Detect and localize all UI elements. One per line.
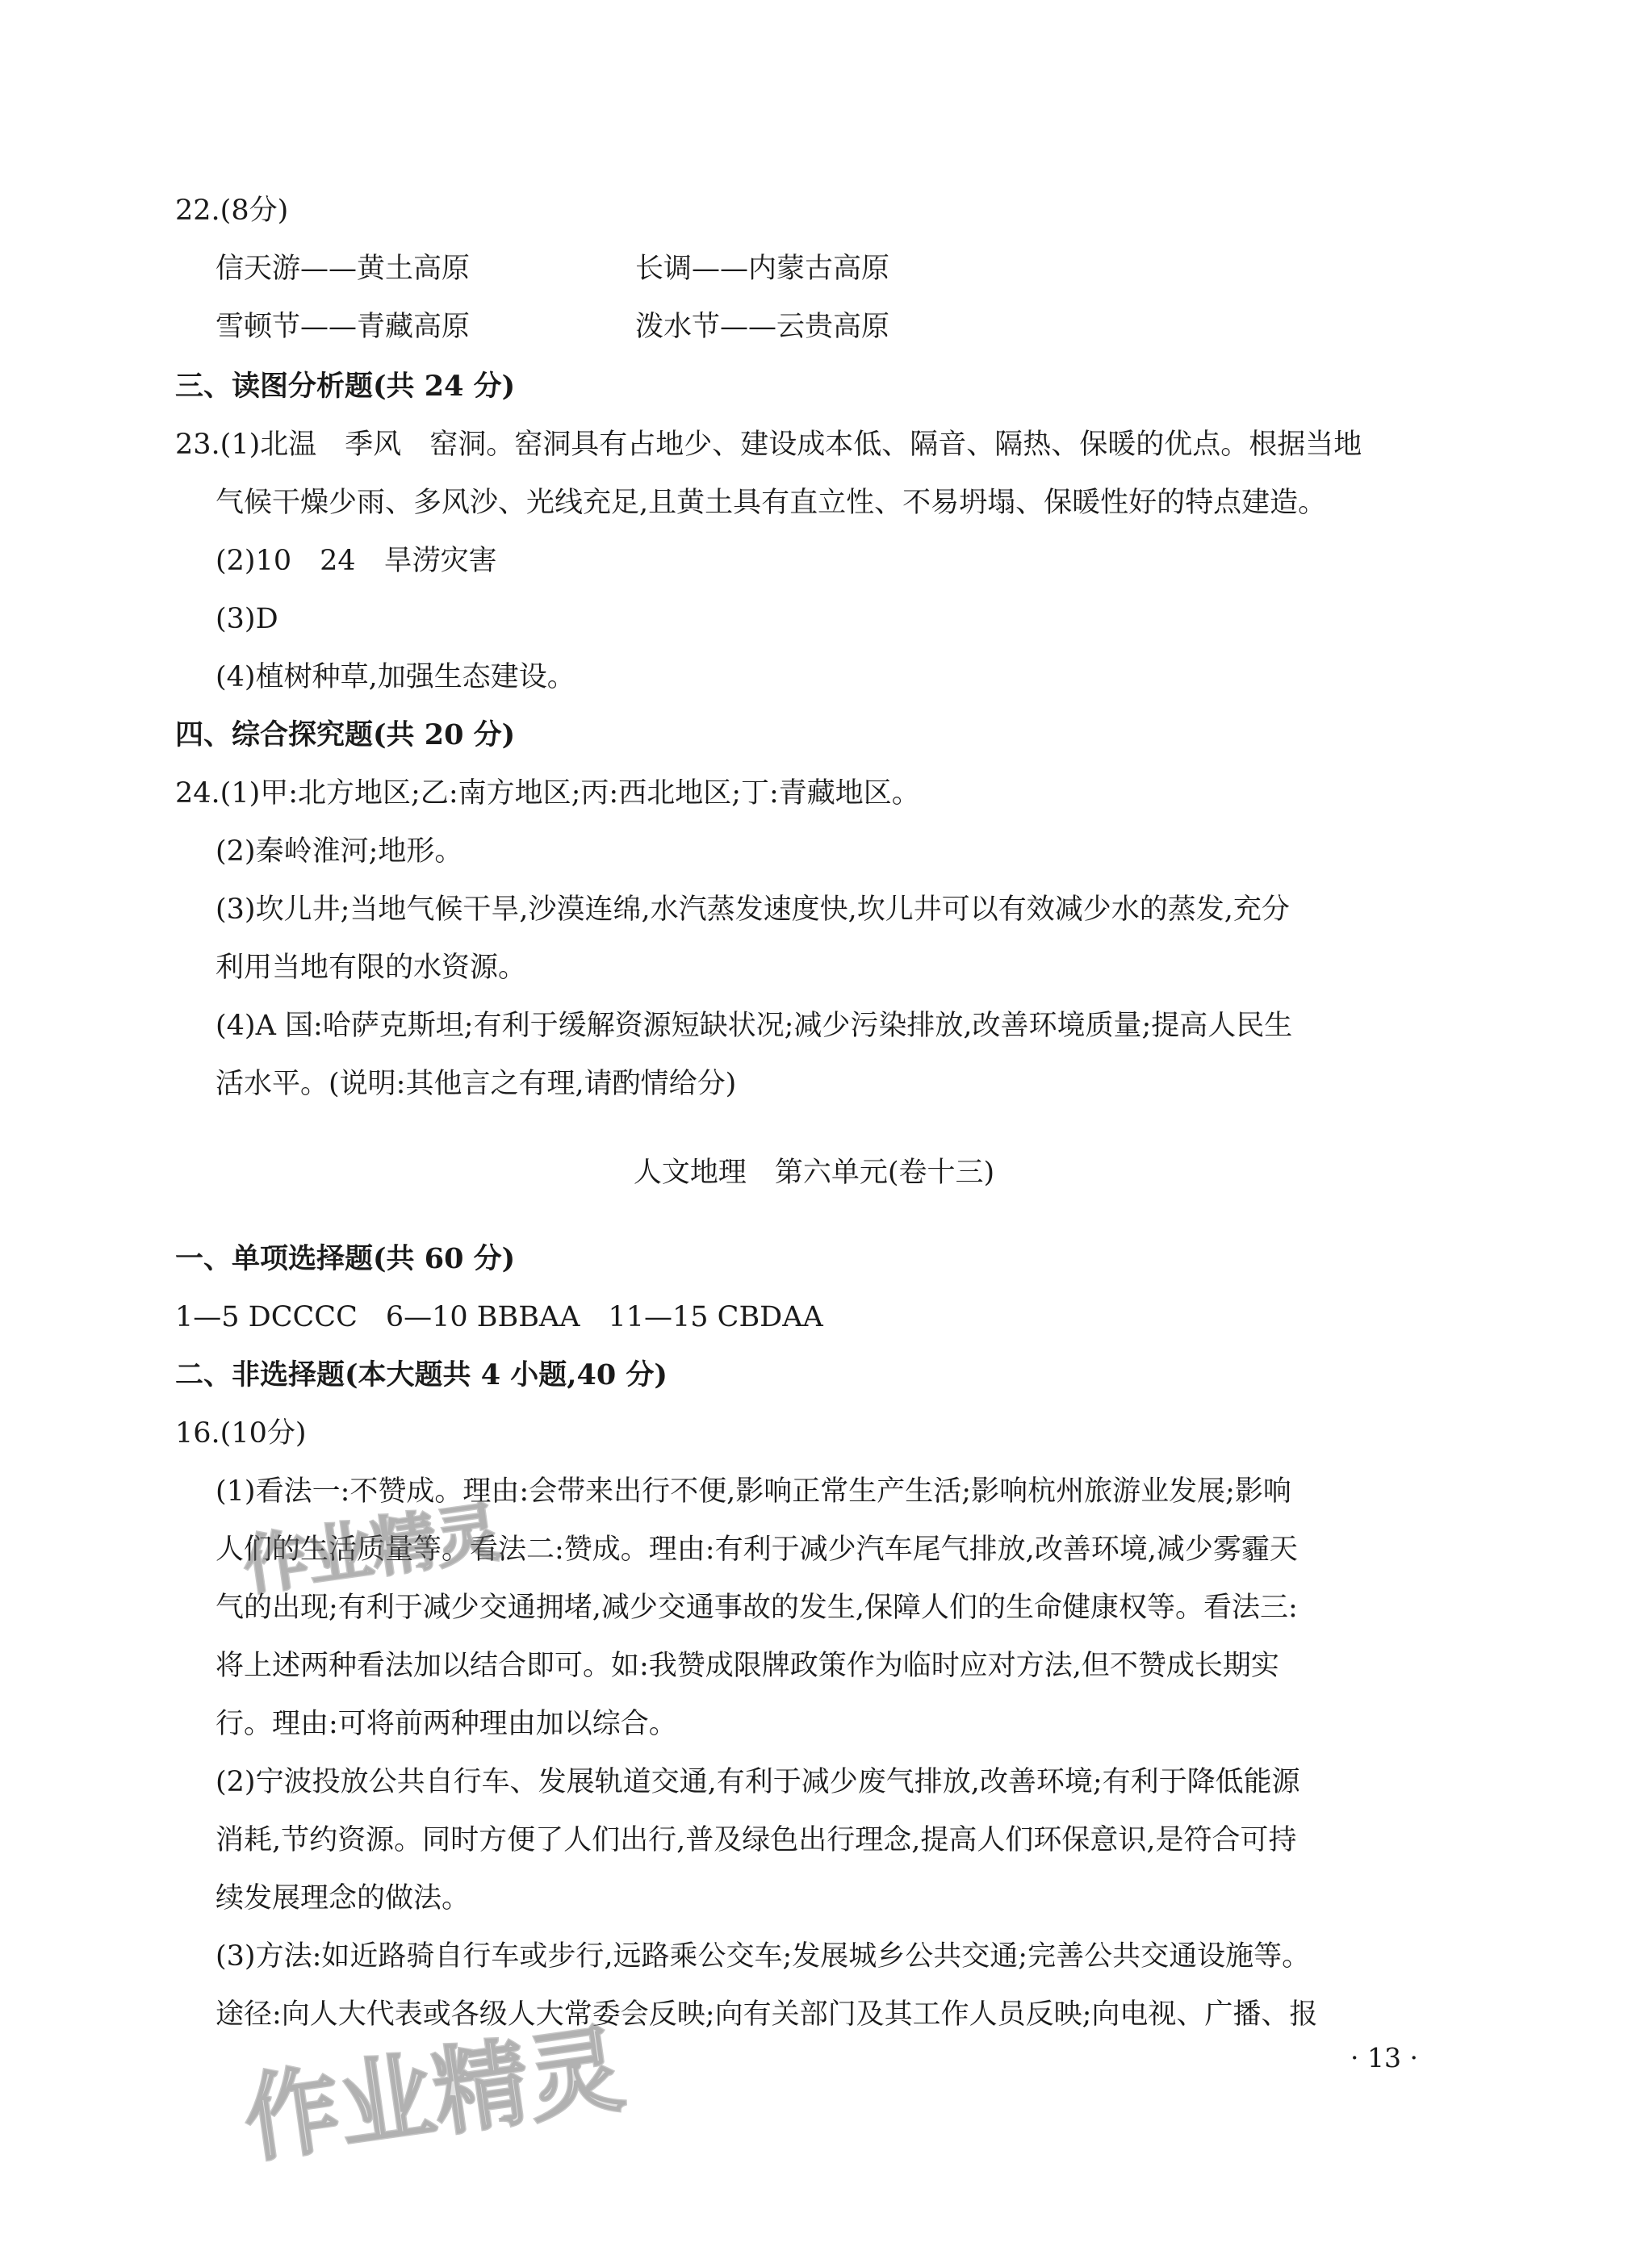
q24-line-6: 活水平。(说明:其他言之有理,请酌情给分) xyxy=(216,1068,737,1100)
q16-line-5: 行。理由:可将前两种理由加以综合。 xyxy=(216,1708,677,1740)
section-heading-3: 三、读图分析题(共 24 分) xyxy=(175,370,516,403)
q16-line-8: 续发展理念的做法。 xyxy=(216,1882,471,1914)
section-heading-2: 二、非选择题(本大题共 4 小题,40 分) xyxy=(175,1358,668,1391)
q24-line-3: (3)坎儿井;当地气候干旱,沙漠连绵,水汽蒸发速度快,坎儿井可以有效减少水的蒸发,充分 xyxy=(216,893,1290,926)
q24-line-1: 24.(1)甲:北方地区;乙:南方地区;丙:西北地区;丁:青藏地区。 xyxy=(175,777,920,810)
page-number: · 13 · xyxy=(1350,2042,1418,2073)
q16-line-1: (1)看法一:不赞成。理由:会带来出行不便,影响正常生产生活;影响杭州旅游业发展;影响 xyxy=(216,1475,1291,1508)
watermark-bottom: 作业精灵 xyxy=(237,2012,630,2177)
q16-line-4: 将上述两种看法加以结合即可。如:我赞成限牌政策作为临时应对方法,但不赞成长期实 xyxy=(216,1650,1279,1682)
section-heading-1: 一、单项选择题(共 60 分) xyxy=(175,1242,516,1275)
q16-line-2: 人们的生活质量等。看法二:赞成。理由:有利于减少汽车尾气排放,改善环境,减少雾霾天 xyxy=(216,1534,1298,1566)
q16-line-10: 途径:向人大代表或各级人大常委会反映;向有关部门及其工作人员反映;向电视、广播、报 xyxy=(216,1998,1318,2031)
q24-line-4: 利用当地有限的水资源。 xyxy=(216,952,527,984)
section-heading-4: 四、综合探究题(共 20 分) xyxy=(175,718,516,751)
q16-line-6: (2)宁波投放公共自行车、发展轨道交通,有利于减少废气排放,改善环境;有利于降低能源 xyxy=(216,1766,1300,1798)
q23-line-5: (4)植树种草,加强生态建设。 xyxy=(216,661,575,693)
q16-heading: 16.(10分) xyxy=(175,1417,307,1450)
q16-line-9: (3)方法:如近路骑自行车或步行,远路乘公交车;发展城乡公共交通;完善公共交通设施等。 xyxy=(216,1940,1311,1973)
q23-line-2: 气候干燥少雨、多风沙、光线充足,且黄土具有直立性、不易坍塌、保暖性好的特点建造。 xyxy=(216,487,1327,519)
q24-line-2: (2)秦岭淮河;地形。 xyxy=(216,835,463,868)
watermark-mid: 作业精灵 xyxy=(239,1494,505,1605)
q22-answer-1b: 长调——内蒙古高原 xyxy=(635,253,890,285)
unit-title: 人文地理 第六单元(卷十三) xyxy=(633,1157,995,1189)
multiple-choice-answers: 1—5 DCCCC 6—10 BBBAA 11—15 CBDAA xyxy=(175,1301,823,1333)
q23-line-1: 23.(1)北温 季风 窑洞。窑洞具有占地少、建设成本低、隔音、隔热、保暖的优点。根据当地 xyxy=(175,429,1362,461)
q16-line-7: 消耗,节约资源。同时方便了人们出行,普及绿色出行理念,提高人们环保意识,是符合可持 xyxy=(216,1824,1297,1856)
q22-answer-2a: 雪顿节——青藏高原 xyxy=(216,311,471,343)
q22-answer-2b: 泼水节——云贵高原 xyxy=(635,311,890,343)
q22-answer-1a: 信天游——黄土高原 xyxy=(216,253,471,285)
q24-line-5: (4)A 国:哈萨克斯坦;有利于缓解资源短缺状况;减少污染排放,改善环境质量;提高人民生 xyxy=(216,1010,1293,1042)
q23-line-4: (3)D xyxy=(216,603,278,635)
q16-line-3: 气的出现;有利于减少交通拥堵,减少交通事故的发生,保障人们的生命健康权等。看法三: xyxy=(216,1592,1298,1624)
q23-line-3: (2)10 24 旱涝灾害 xyxy=(216,545,497,577)
q22-heading: 22.(8分) xyxy=(175,195,289,227)
